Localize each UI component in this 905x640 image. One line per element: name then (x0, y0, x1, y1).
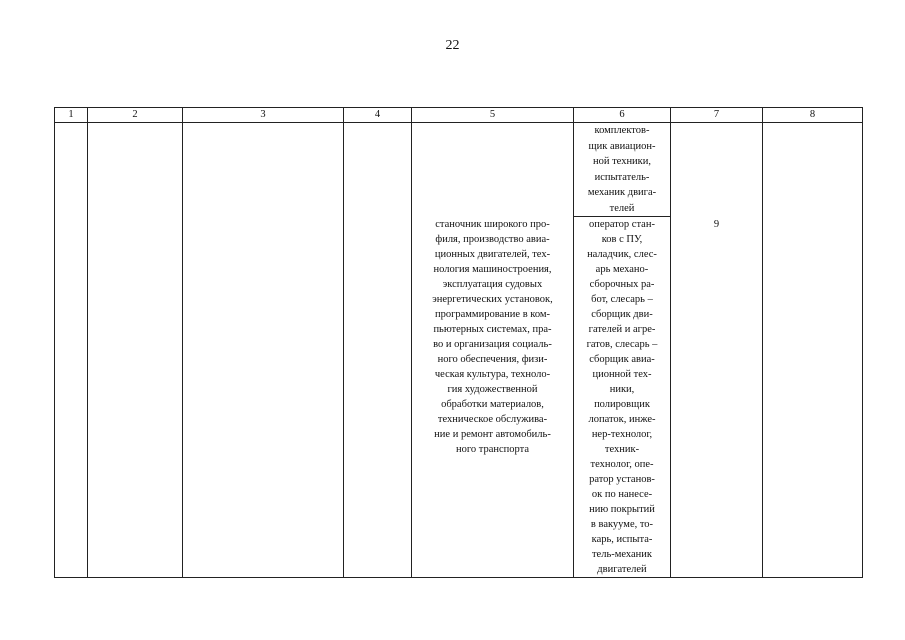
cell-col3 (183, 123, 344, 578)
cell-col1 (55, 123, 88, 578)
cell-col6: комплектов- щик авиацион- ной техники, испытатель- механик двига- телей (574, 123, 671, 217)
cell-col4 (344, 123, 412, 578)
cell-col7: 9 (671, 217, 763, 578)
page-number: 22 (445, 38, 460, 53)
cell-col7 (671, 123, 763, 217)
cell-col2 (88, 123, 183, 578)
cell-col8 (763, 123, 863, 578)
header-cell-6: 6 (574, 108, 671, 123)
header-cell-7: 7 (671, 108, 763, 123)
header-cell-8: 8 (763, 108, 863, 123)
header-cell-1: 1 (55, 108, 88, 123)
header-cell-2: 2 (88, 108, 183, 123)
header-cell-5: 5 (412, 108, 574, 123)
header-cell-3: 3 (183, 108, 344, 123)
header-row (55, 108, 863, 123)
cell-col5 (412, 123, 574, 217)
header-cell-4: 4 (344, 108, 412, 123)
data-table (54, 107, 863, 578)
table-row (55, 123, 863, 217)
cell-col6: оператор стан- ков с ПУ, наладчик, слес- арь механо- сборочных ра- бот, слесарь – сборщик дви- гателей и агре- гатов, слесарь – сборщик авиа- ционной тех- ники, полировщик лопаток, инже- нер-технолог, техник- технолог, опе- ратор установ- ок по нанесе- нию покрытий в вакууме, то- карь, испыта- тель-механик двигателей (574, 217, 671, 578)
cell-col5: станочник широкого про- филя, производство авиа- ционных двигателей, тех- нология машиностроения, эксплуатация судовых энергетических установок, программирование в ком- пьютерных системах, пра- во и организация социаль- ного обеспечения, физи- ческая культура, техноло- гия художественной обработки материалов, техническое обслужива- ние и ремонт автомобиль- ного транспорта (412, 217, 574, 578)
